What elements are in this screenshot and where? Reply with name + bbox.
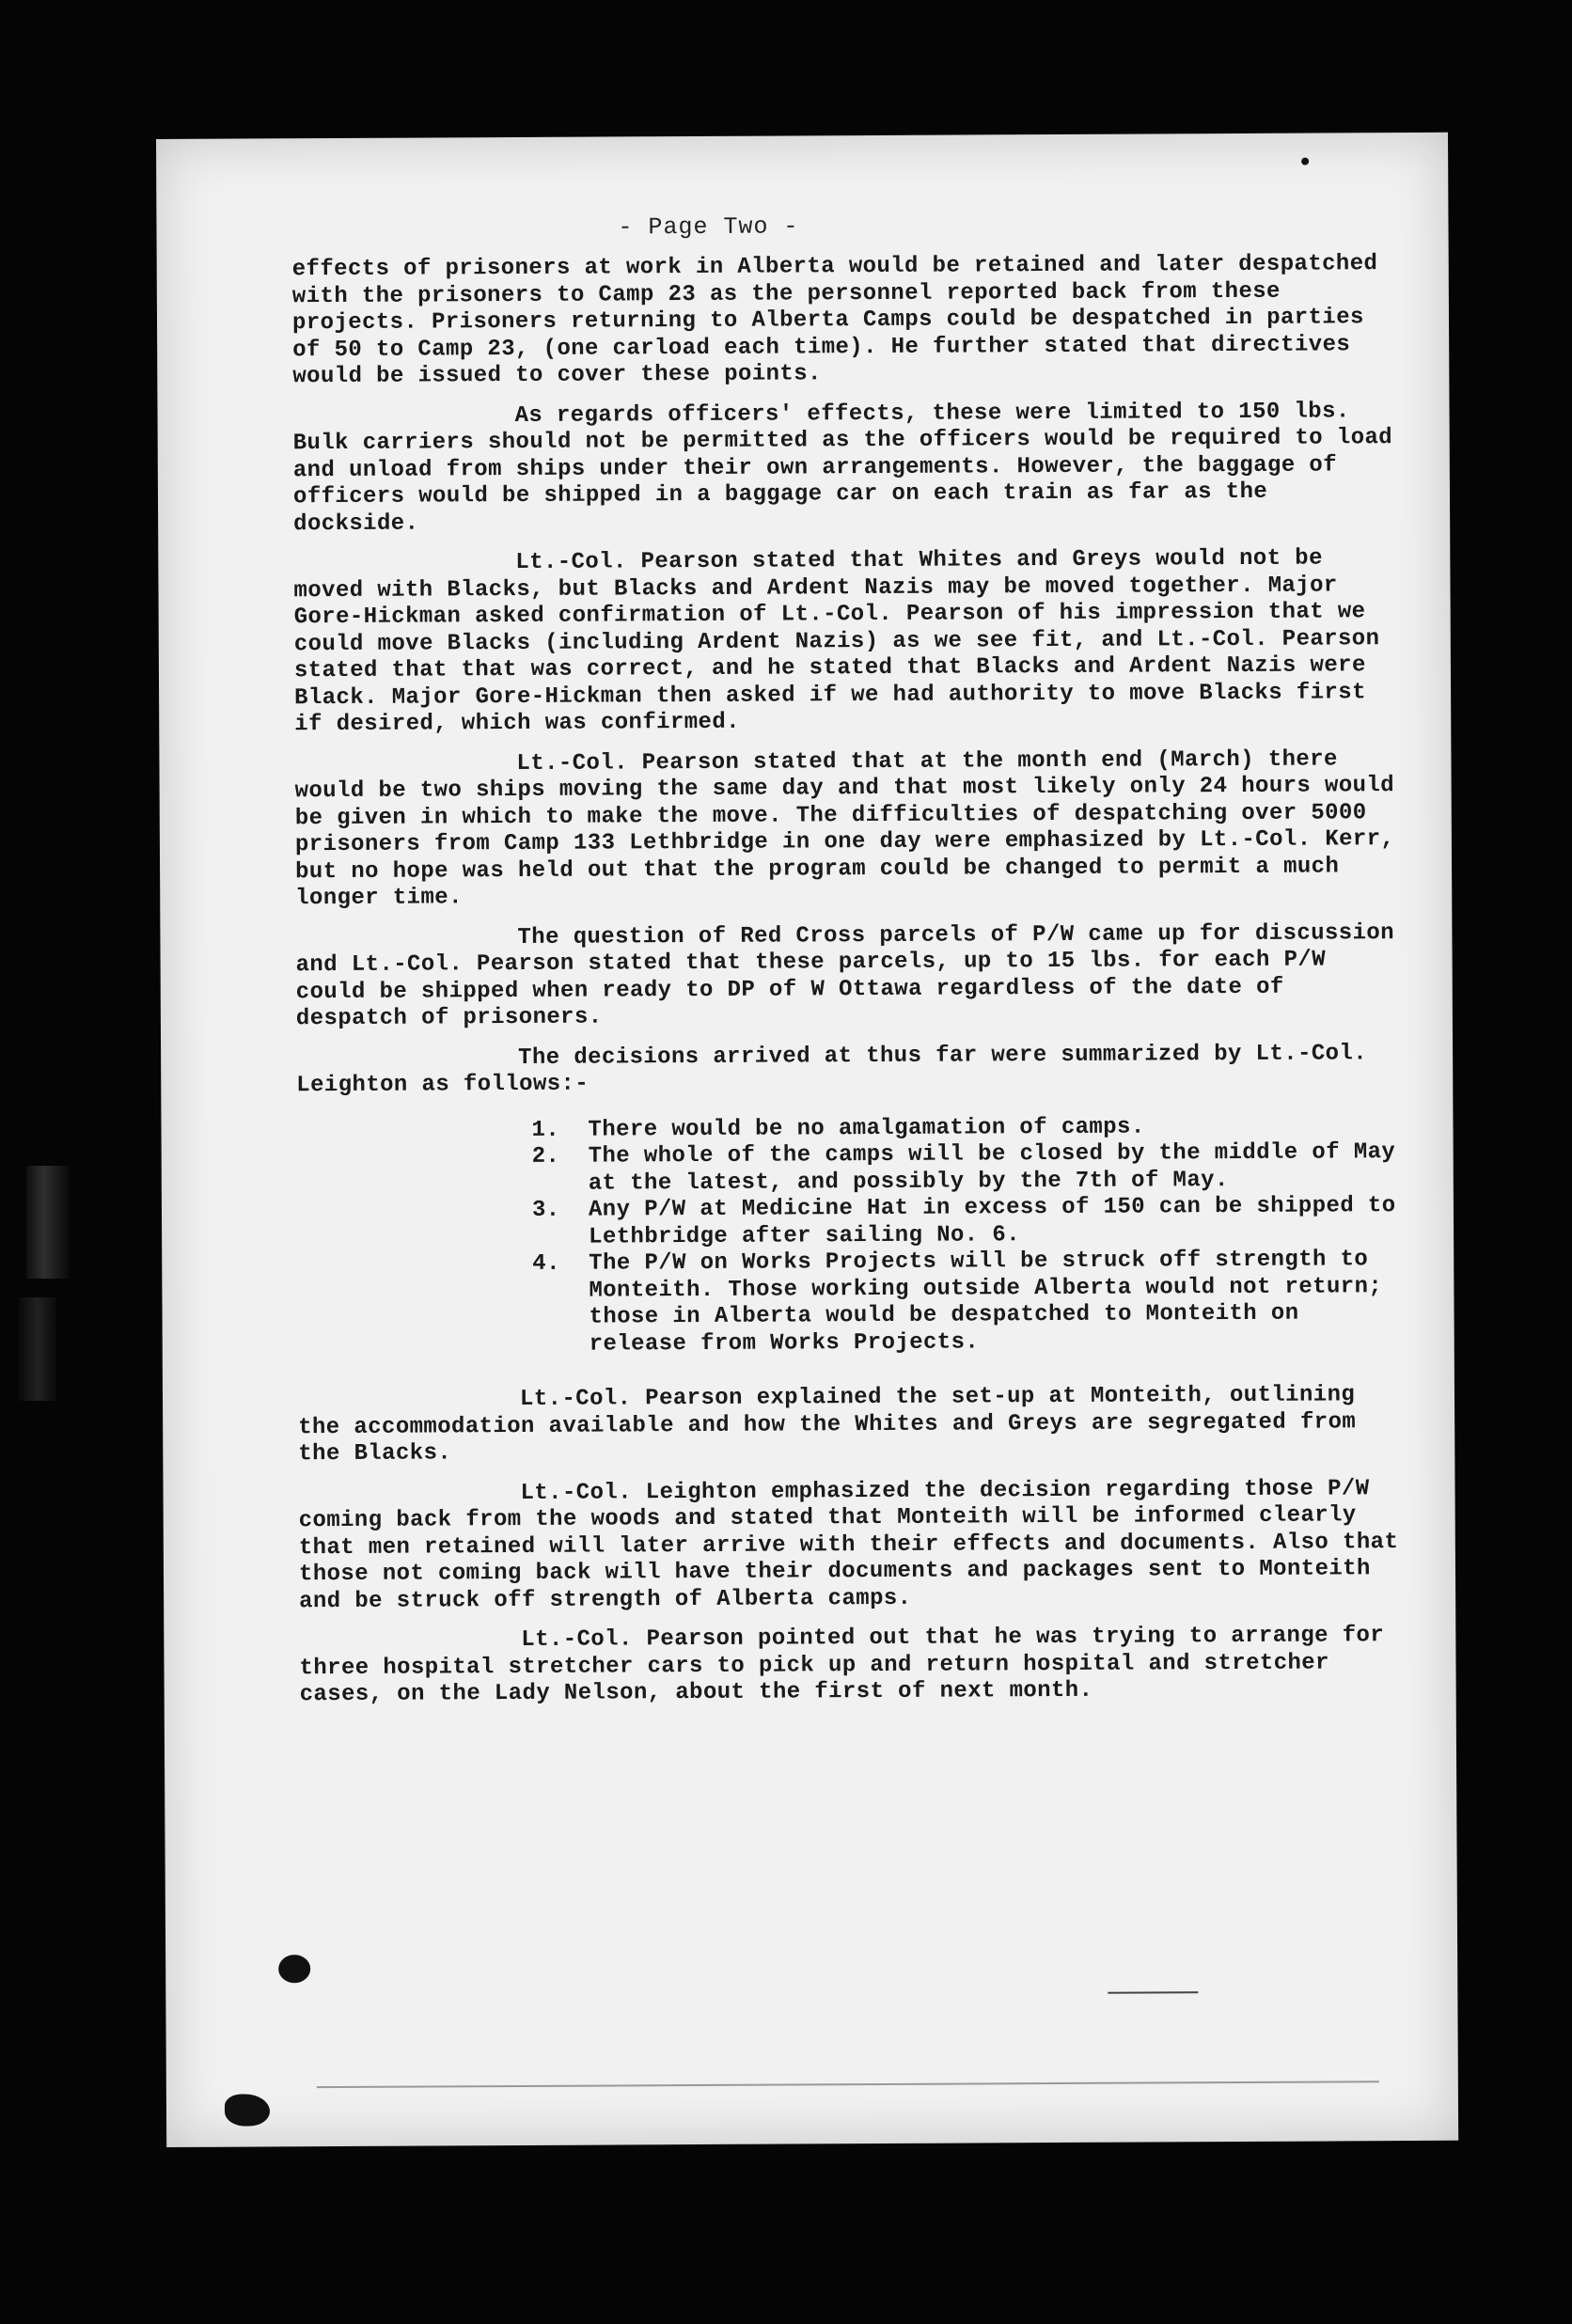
paragraph-5: The question of Red Cross parcels of P/W came up for discussion and Lt.-Col. Pearson stated that these parcels, up to 15 lbs. for each P/W could be shipped when ready to DP of W Ottawa regardless of the date of despatch of prisoners.: [295, 919, 1408, 1032]
list-item-text: The P/W on Works Projects will be struck off strength to Monteith. Those working outside Alberta would not return; those in Alberta would be despatched to Monteith on release from Works Projects.: [589, 1247, 1397, 1358]
list-item: [531, 1139, 1410, 1198]
paragraph-9: Lt.-Col. Pearson pointed out that he was trying to arrange for three hospital stretcher cars to pick up and return hospital and stretcher cases, on the Lady Nelson, about the first of next month.: [299, 1623, 1398, 1708]
list-item-number: 2.: [531, 1143, 560, 1170]
film-artifact: [19, 1297, 56, 1401]
paragraph-1: effects of prisoners at work in Alberta would be retained and later despatched with the prisoners to Camp 23 as the personnel reported back from these projects. Prisoners returning to Alberta Camps could be despatched in parties of 50 to Camp 23, (one carload each time). He further stated that directives would be issued to cover these points.: [291, 251, 1392, 390]
list-item: [531, 1193, 1410, 1251]
paragraph-6: The decisions arrived at thus far were summarized by Lt.-Col. Leighton as follows:-: [296, 1040, 1381, 1099]
list-item-text: The whole of the camps will be closed by the middle of May at the latest, and possibly by the 7th of May.: [588, 1139, 1410, 1197]
ink-blot: [278, 1955, 310, 1983]
ink-speck: [1301, 158, 1309, 165]
page-header: - Page Two -: [618, 212, 799, 242]
paragraph-3: Lt.-Col. Pearson stated that Whites and Greys would not be moved with Blacks, but Blacks and Ardent Nazis may be moved together. Major Gore-Hickman asked confirmation of Lt.-Col. Pearson of his impression that we could move Blacks (including Ardent Nazis) as we see fit, and Lt.-Col. Pearson stated that that was correct, and he stated that Blacks and Ardent Nazis were Black. Major Gore-Hickman then asked if we had authority to move Blacks first if desired, which was confirmed.: [293, 545, 1394, 738]
bottom-rule: [317, 2081, 1379, 2088]
paragraph-4: Lt.-Col. Pearson stated that at the month end (March) there would be two ships moving the same day and that most likely only 24 hours would be given in which to make the move. The difficulties of despatching over 5000 prisoners from Camp 133 Lethbridge in one day were emphasized by Lt.-Col. Kerr, but no hope was held out that the program could be changed to permit a much longer time.: [294, 746, 1409, 912]
list-item-number: 3.: [531, 1197, 560, 1223]
list-item-text: Any P/W at Medicine Hat in excess of 150 can be shipped to Lethbridge after sailing No. 6.: [588, 1193, 1410, 1250]
ink-blot: [225, 2094, 270, 2126]
film-artifact: [26, 1166, 70, 1279]
list-item-text: There would be no amalgamation of camps.: [588, 1114, 1145, 1143]
document-page: [156, 133, 1458, 2147]
document-body: [291, 251, 1413, 1722]
list-item-number: 1.: [531, 1117, 560, 1143]
pencil-mark: [1108, 1991, 1198, 1994]
paragraph-2: As regards officers' effects, these were limited to 150 lbs. Bulk carriers should not be permitted as the officers would be required to load and unload from ships under their own arrangements. However, the baggage of officers would be shipped in a baggage car on each train as far as the dockside.: [292, 398, 1407, 537]
paragraph-8: Lt.-Col. Leighton emphasized the decision regarding those P/W coming back from the woods and stated that Monteith will be informed clearly that men retained will later arrive with their effects and documents. Also that those not coming back will have their documents and packages sent to Monteith and be struck off strength of Alberta camps.: [298, 1475, 1413, 1614]
paragraph-7: Lt.-Col. Pearson explained the set-up at Monteith, outlining the accommodation available and how the Whites and Greys are segregated from the Blacks.: [298, 1382, 1371, 1468]
list-item-number: 4.: [532, 1250, 560, 1277]
list-item: [532, 1247, 1407, 1358]
decisions-list: [531, 1113, 1410, 1358]
